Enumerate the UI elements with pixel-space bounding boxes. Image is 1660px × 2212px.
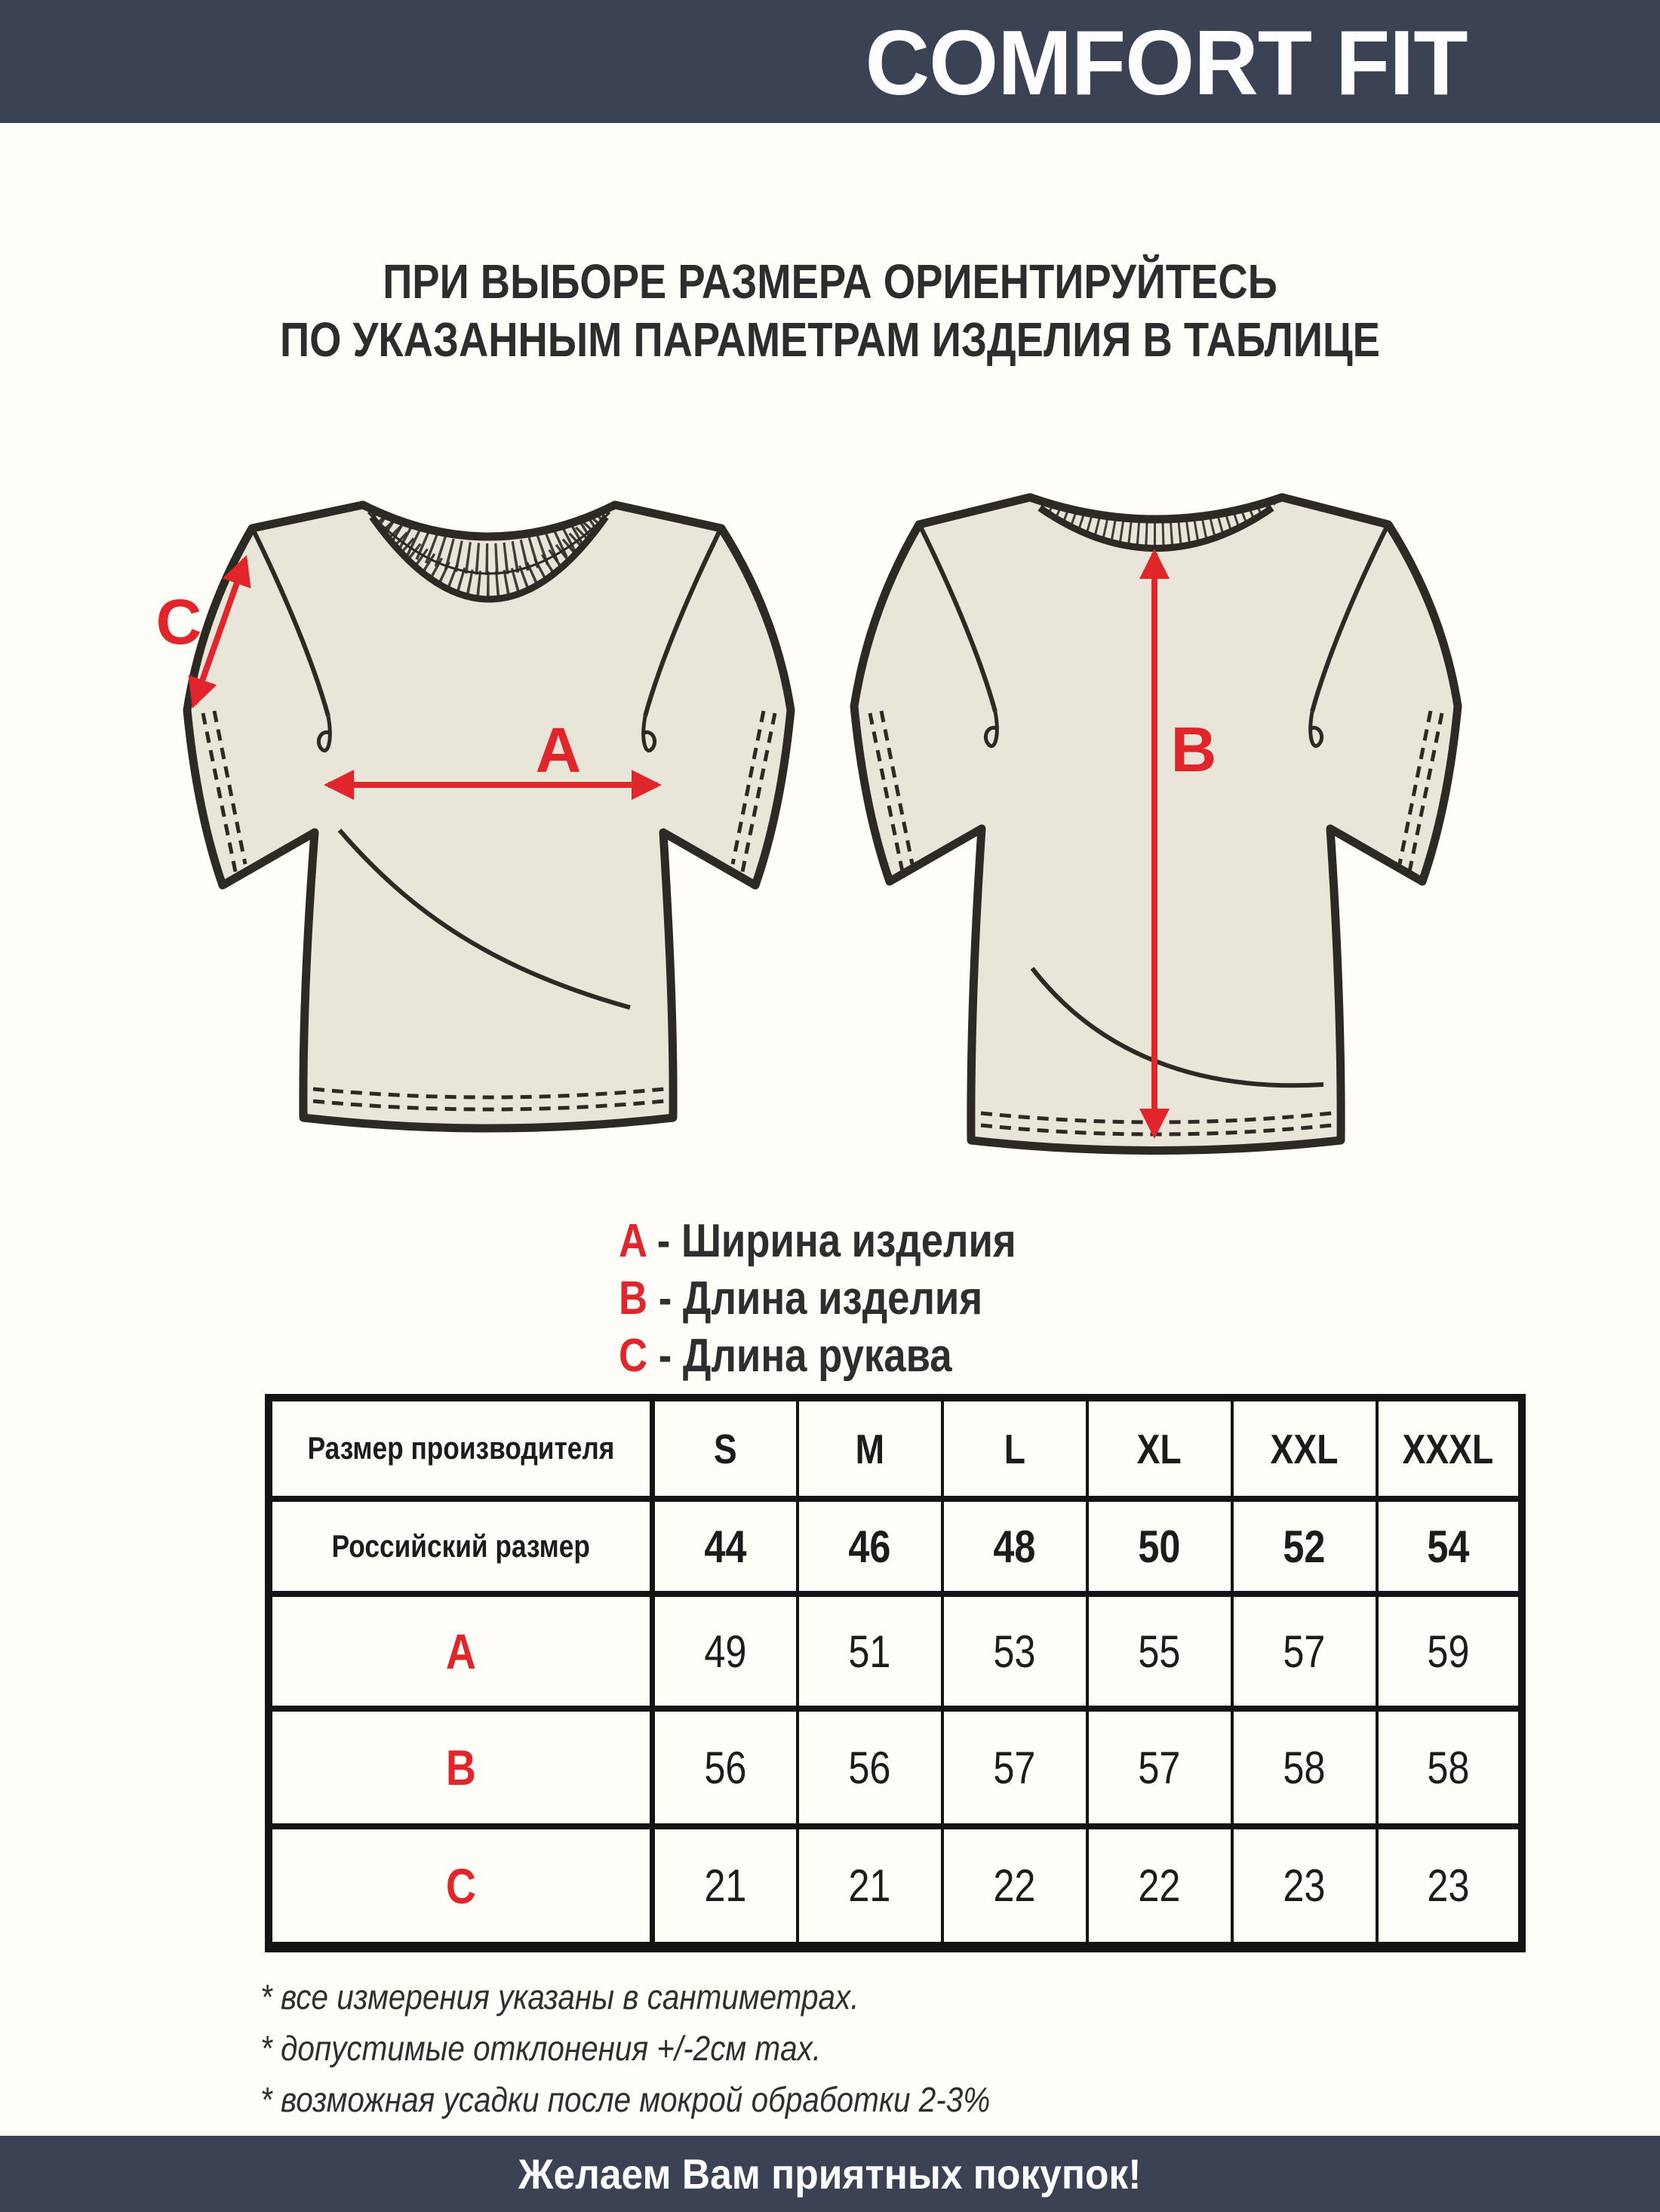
bottom-banner [0, 2136, 1660, 2212]
tshirt-back-diagram [845, 487, 1524, 1181]
row-label-b: B [269, 1709, 653, 1826]
legend-item-a [619, 1213, 1016, 1270]
table-cell: 44 [653, 1499, 798, 1594]
table-cell: 48 [942, 1499, 1087, 1594]
table-row-width-a [269, 1594, 1522, 1709]
col-header-m: M [798, 1398, 942, 1499]
legend-key-b: B [619, 1272, 648, 1324]
row-label-c: C [269, 1826, 653, 1947]
legend-text-b: - Длина изделия [658, 1272, 983, 1324]
table-cell: 57 [1087, 1709, 1232, 1826]
table-cell: 58 [1232, 1709, 1377, 1826]
measure-label-a: A [535, 715, 582, 786]
top-banner [0, 0, 1660, 123]
table-cell: 22 [1087, 1826, 1232, 1947]
measure-label-b: B [1170, 714, 1217, 785]
footnotes [260, 1971, 1090, 2125]
table-cell: 46 [798, 1499, 942, 1594]
heading-line-1: ПРИ ВЫБОРЕ РАЗМЕРА ОРИЕНТИРУЙТЕСЬ [383, 254, 1277, 309]
table-cell: 58 [1377, 1709, 1522, 1826]
table-cell: 54 [1377, 1499, 1522, 1594]
table-cell: 49 [653, 1594, 798, 1709]
table-cell: 51 [798, 1594, 942, 1709]
footnote-cm: * все измерения указаны в сантиметрах. [260, 1977, 859, 2017]
table-cell: 56 [653, 1709, 798, 1826]
table-row-length-b [269, 1709, 1522, 1826]
legend-text-c: - Длина рукава [658, 1330, 952, 1382]
table-cell: 52 [1232, 1499, 1377, 1594]
bottom-banner-text: Желаем Вам приятных покупок! [518, 2150, 1142, 2198]
measure-label-c: C [155, 586, 202, 657]
measurement-legend [619, 1213, 1087, 1385]
heading-line-2: ПО УКАЗАННЫМ ПАРАМЕТРАМ ИЗДЕЛИЯ В ТАБЛИЦЕ [280, 312, 1380, 367]
legend-key-a: A [619, 1215, 647, 1267]
table-cell: 21 [798, 1826, 942, 1947]
col-header-xxxl: XXXL [1377, 1398, 1522, 1499]
col-header-manufacturer-size: Размер производителя [269, 1398, 653, 1499]
legend-text-a: - Ширина изделия [656, 1215, 1016, 1267]
col-header-l: L [942, 1398, 1087, 1499]
brand-title: COMFORT FIT [865, 11, 1468, 114]
table-cell: 57 [942, 1709, 1087, 1826]
table-cell: 56 [798, 1709, 942, 1826]
size-note-heading [0, 253, 1660, 369]
table-row-sleeve-c [269, 1826, 1522, 1947]
legend-item-b [619, 1270, 1016, 1328]
legend-key-c: C [619, 1330, 648, 1382]
table-cell: 59 [1377, 1594, 1522, 1709]
footnote-tolerance: * допустимые отклонения +/-2см max. [260, 2029, 822, 2068]
tshirt-front-diagram [147, 487, 826, 1143]
table-cell: 57 [1232, 1594, 1377, 1709]
row-label-a: A [269, 1594, 653, 1709]
legend-item-c [619, 1328, 1016, 1385]
table-cell: 55 [1087, 1594, 1232, 1709]
col-header-xxl: XXL [1232, 1398, 1377, 1499]
table-cell: 23 [1377, 1826, 1522, 1947]
footnote-shrinkage: * возможная усадки после мокрой обработки 2-3% [260, 2080, 991, 2119]
table-cell: 22 [942, 1826, 1087, 1947]
table-cell: 21 [653, 1826, 798, 1947]
table-cell: 53 [942, 1594, 1087, 1709]
table-row-russian-sizes [269, 1499, 1522, 1594]
russian-size-label: Российский размер [269, 1499, 653, 1594]
col-header-s: S [653, 1398, 798, 1499]
table-row-sizes [269, 1398, 1522, 1499]
size-table [265, 1394, 1526, 1952]
table-cell: 50 [1087, 1499, 1232, 1594]
table-cell: 23 [1232, 1826, 1377, 1947]
col-header-xl: XL [1087, 1398, 1232, 1499]
